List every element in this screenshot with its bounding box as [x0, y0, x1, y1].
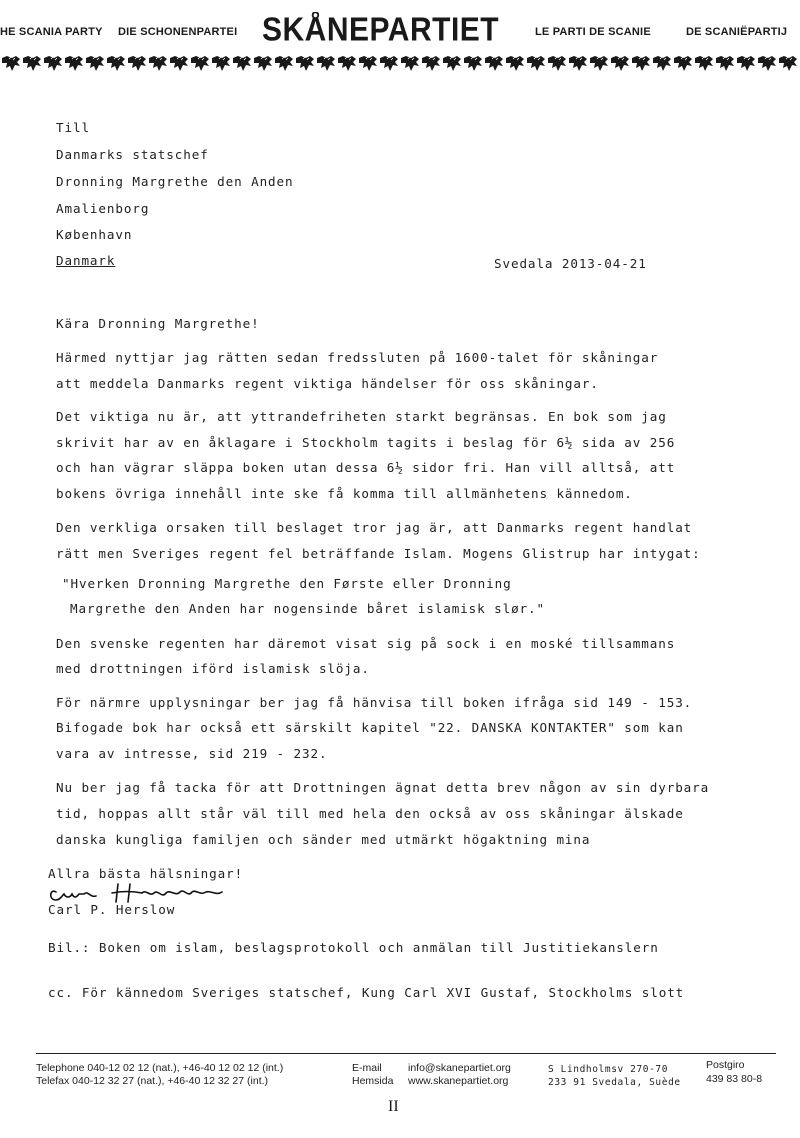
ornament-motif-icon	[548, 56, 566, 71]
ornament-motif-icon	[611, 56, 629, 71]
quote-line: "Hverken Dronning Margrethe den Første eller Dronning	[62, 576, 512, 591]
ornament-motif-icon	[44, 56, 62, 71]
body-line: Härmed nyttjar jag rätten sedan fredssluten på 1600-talet för skåningar	[56, 350, 659, 365]
body-line: att meddela Danmarks regent viktiga händelser för oss skåningar.	[56, 376, 599, 391]
ornament-motif-icon	[170, 56, 188, 71]
ornament-motif-icon	[296, 56, 314, 71]
footer-web[interactable]: www.skanepartiet.org	[408, 1075, 509, 1087]
ornament-motif-icon	[86, 56, 104, 71]
letterhead-title: SKÅNEPARTIET	[262, 12, 500, 49]
ornament-motif-icon	[653, 56, 671, 71]
footer-postgiro-label: Postgiro	[706, 1059, 745, 1071]
letterhead-dutch: DE SCANIËPARTIJ	[686, 26, 788, 38]
body-line: Nu ber jag få tacka för att Drottningen ägnat detta brev någon av sin dyrbara	[56, 780, 710, 795]
recipient-line-1: Till	[56, 120, 90, 135]
body-line: skrivit har av en åklagare i Stockholm tagits i beslag för 6½ sida av 256	[56, 435, 676, 450]
body-line: danska kungliga familjen och sänder med utmärkt högaktning mina	[56, 832, 591, 847]
ornament-motif-icon	[65, 56, 83, 71]
footer-telephone: Telephone 040-12 02 12 (nat.), +46-40 12 02 12 (int.)	[36, 1062, 284, 1074]
ornament-motif-icon	[758, 56, 776, 71]
recipient-line-5: København	[56, 227, 133, 242]
body-line: Den svenske regenten har däremot visat sig på sock i en moské tillsammans	[56, 636, 676, 651]
ornament-motif-icon	[527, 56, 545, 71]
ornament-motif-icon	[212, 56, 230, 71]
ornament-motif-icon	[191, 56, 209, 71]
ornament-motif-icon	[128, 56, 146, 71]
ornament-border-icon	[0, 52, 800, 74]
footer-email-label: E-mail	[352, 1062, 382, 1074]
footer-rule	[36, 1053, 776, 1054]
footer-address-2: 233 91 Svedala, Suède	[548, 1077, 681, 1088]
letterhead-german: DIE SCHONENPARTEI	[118, 26, 238, 38]
ornament-motif-icon	[590, 56, 608, 71]
signature-name: Carl P. Herslow	[48, 902, 176, 917]
page-number: II	[388, 1098, 399, 1115]
body-line: rätt men Sveriges regent fel beträffande Islam. Mogens Glistrup har intygat:	[56, 546, 701, 561]
footer-web-label: Hemsida	[352, 1075, 394, 1087]
footer-postgiro: 439 83 80-8	[706, 1073, 763, 1085]
salutation: Kära Dronning Margrethe!	[56, 316, 260, 331]
ornament-motif-icon	[233, 56, 251, 71]
ornament-motif-icon	[464, 56, 482, 71]
body-line: Det viktiga nu är, att yttrandefriheten starkt begränsas. En bok som jag	[56, 409, 667, 424]
body-line: med drottningen iförd islamisk slöja.	[56, 661, 370, 676]
footer-telefax: Telefax 040-12 32 27 (nat.), +46-40 12 32 27 (int.)	[36, 1075, 269, 1087]
ornament-motif-icon	[275, 56, 293, 71]
letterhead-french: LE PARTI DE SCANIE	[535, 26, 651, 38]
ornament-motif-icon	[674, 56, 692, 71]
quote-line: Margrethe den Anden har nogensinde båret islamisk slør."	[70, 601, 545, 616]
body-line: För närmre upplysningar ber jag få hänvisa till boken ifråga sid 149 - 153.	[56, 695, 693, 710]
ornament-motif-icon	[23, 56, 41, 71]
ornament-motif-icon	[149, 56, 167, 71]
body-line: vara av intresse, sid 219 - 232.	[56, 746, 328, 761]
ornament-motif-icon	[401, 56, 419, 71]
body-line: tid, hoppas allt står väl till med hela den också av oss skåningar älskade	[56, 806, 684, 821]
ornament-motif-icon	[443, 56, 461, 71]
ornament-motif-icon	[2, 56, 20, 71]
body-line: bokens övriga innehåll inte ske få komma till allmänhetens kännedom.	[56, 486, 633, 501]
closing: Allra bästa hälsningar!	[48, 866, 244, 881]
ornament-motif-icon	[107, 56, 125, 71]
footer-email[interactable]: info@skanepartiet.org	[408, 1062, 511, 1074]
ornament-motif-icon	[506, 56, 524, 71]
recipient-line-3: Dronning Margrethe den Anden	[56, 174, 294, 189]
ornament-motif-icon	[485, 56, 503, 71]
ornament-motif-icon	[632, 56, 650, 71]
letterhead-english: HE SCANIA PARTY	[0, 26, 103, 38]
ornament-motif-icon	[716, 56, 734, 71]
recipient-line-6: Danmark	[56, 253, 116, 268]
ornament-motif-icon	[422, 56, 440, 71]
body-line: Bifogade bok har också ett särskilt kapitel "22. DANSKA KONTAKTER" som kan	[56, 720, 684, 735]
place-date: Svedala 2013-04-21	[494, 256, 647, 271]
recipient-line-2: Danmarks statschef	[56, 147, 209, 162]
ornament-motif-icon	[254, 56, 272, 71]
footer-address-1: S Lindholmsv 270-70	[548, 1064, 669, 1075]
ornament-motif-icon	[380, 56, 398, 71]
body-line: Den verkliga orsaken till beslaget tror jag är, att Danmarks regent handlat	[56, 520, 693, 535]
ornament-motif-icon	[779, 56, 797, 71]
body-line: och han vägrar släppa boken utan dessa 6½ sidor fri. Han vill alltså, att	[56, 460, 676, 475]
ornament-motif-icon	[695, 56, 713, 71]
ornament-motif-icon	[737, 56, 755, 71]
ornament-motif-icon	[359, 56, 377, 71]
enclosure-line: Bil.: Boken om islam, beslagsprotokoll och anmälan till Justitiekanslern	[48, 940, 659, 955]
ornament-motif-icon	[569, 56, 587, 71]
ornament-motif-icon	[338, 56, 356, 71]
cc-line: cc. För kännedom Sveriges statschef, Kung Carl XVI Gustaf, Stockholms slott	[48, 985, 685, 1000]
ornament-motif-icon	[317, 56, 335, 71]
recipient-line-4: Amalienborg	[56, 201, 150, 216]
